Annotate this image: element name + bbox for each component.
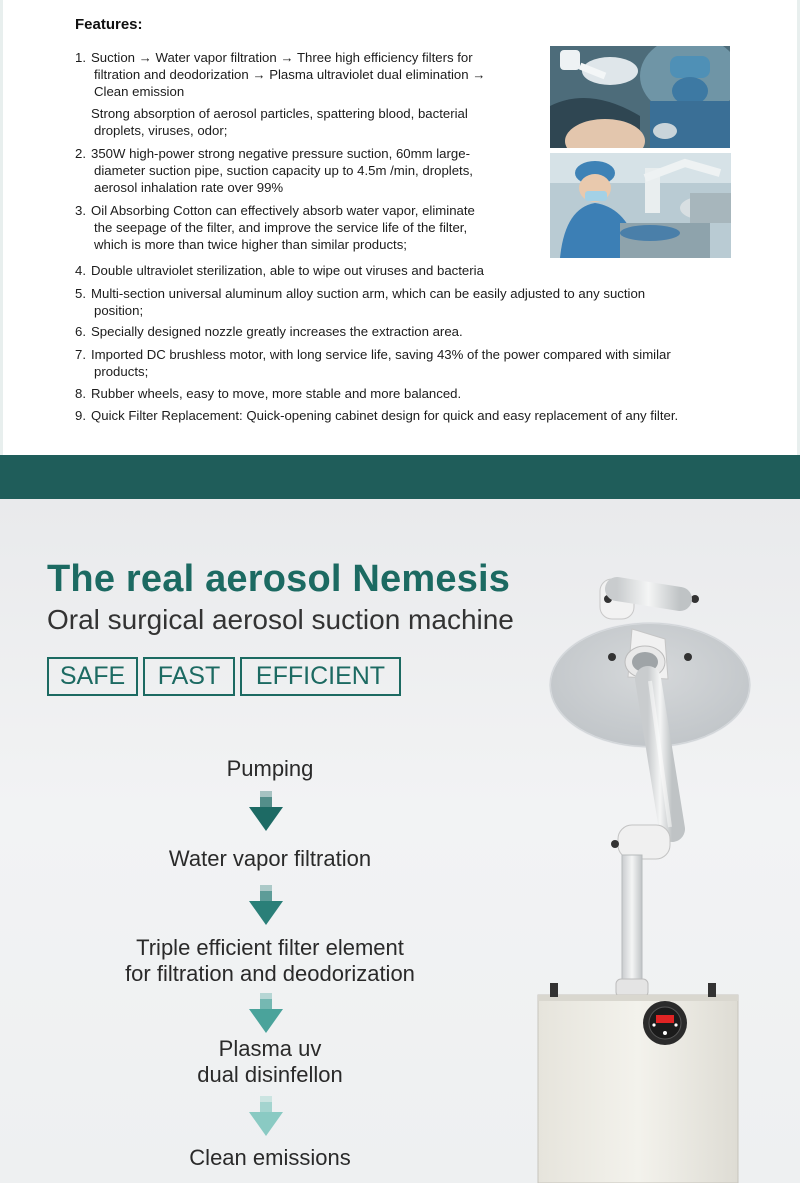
feature-text: position;	[94, 303, 144, 318]
photo-surgery-closeup	[550, 46, 730, 148]
feature-number: 4.	[75, 263, 86, 278]
tag-safe: SAFE	[47, 657, 138, 696]
feature-text: Oil Absorbing Cotton can effectively absorb water vapor, eliminate	[91, 203, 475, 218]
feature-text: Double ultraviolet sterilization, able to wipe out viruses and bacteria	[91, 263, 484, 278]
flow-step-text: for filtration and deodorization	[125, 961, 415, 986]
feature-number: 7.	[75, 347, 86, 362]
feature-item-7	[75, 346, 671, 380]
feature-item-3	[75, 202, 475, 253]
feature-number: 9.	[75, 408, 86, 423]
feature-text: which is more than twice higher than similar products;	[94, 237, 407, 252]
feature-text: Imported DC brushless motor, with long service life, saving 43% of the power compared with similar	[91, 347, 671, 362]
feature-item-4	[75, 262, 484, 279]
section-divider-band	[0, 455, 800, 499]
feature-text: Quick Filter Replacement: Quick-opening cabinet design for quick and easy replacement of any filter.	[91, 408, 679, 423]
down-arrow-icon	[249, 791, 283, 831]
feature-text: filtration and deodorization → Plasma ultraviolet dual elimination →	[94, 67, 486, 82]
flow-step-clean-emissions	[70, 1145, 470, 1171]
feature-text: droplets, viruses, odor;	[94, 123, 228, 138]
left-border	[0, 0, 3, 455]
features-title: Features:	[75, 16, 143, 33]
feature-number: 2.	[75, 146, 86, 161]
feature-text: Rubber wheels, easy to move, more stable and more balanced.	[91, 386, 462, 401]
feature-text: products;	[94, 364, 149, 379]
feature-item-8	[75, 385, 461, 402]
feature-item-2	[75, 145, 473, 196]
flow-step-text: Plasma uv	[218, 1036, 322, 1061]
feature-text: Strong absorption of aerosol particles, spattering blood, bacterial	[91, 106, 468, 121]
feature-number: 1.	[75, 50, 86, 65]
tag-fast: FAST	[143, 657, 235, 696]
down-arrow-icon	[249, 993, 283, 1033]
down-arrow-icon	[249, 885, 283, 925]
feature-item-5	[75, 285, 645, 319]
feature-text: 350W high-power strong negative pressure suction, 60mm large-	[91, 146, 470, 161]
feature-text: Multi-section universal aluminum alloy suction arm, which can be easily adjusted to any suction	[91, 286, 646, 301]
tag-efficient: EFFICIENT	[240, 657, 401, 696]
feature-text: diameter suction pipe, suction capacity up to 4.5m /min, droplets,	[94, 163, 473, 178]
flow-step-text: Pumping	[226, 756, 314, 781]
flow-step-water-vapor	[70, 846, 470, 872]
flow-step-text: Triple efficient filter element	[136, 935, 404, 960]
feature-number: 8.	[75, 386, 86, 401]
feature-item-1	[75, 49, 485, 100]
feature-text: the seepage of the filter, and improve the service life of the filter,	[94, 220, 468, 235]
feature-number: 6.	[75, 324, 86, 339]
flow-step-pumping	[70, 756, 470, 782]
flow-step-text: Clean emissions	[189, 1145, 351, 1170]
suction-machine-illustration	[520, 559, 800, 1183]
feature-number: 3.	[75, 203, 86, 218]
flow-step-text: dual disinfellon	[197, 1062, 343, 1087]
down-arrow-icon	[249, 1096, 283, 1136]
feature-item-6	[75, 323, 463, 340]
product-section	[0, 499, 800, 1183]
feature-text: Specially designed nozzle greatly increases the extraction area.	[91, 324, 463, 339]
flow-step-triple-filter	[70, 935, 470, 987]
feature-text: Suction → Water vapor filtration → Three high efficiency filters for	[91, 50, 473, 65]
features-section	[0, 0, 800, 455]
feature-text: aerosol inhalation rate over 99%	[94, 180, 284, 195]
product-headline: The real aerosol Nemesis	[47, 558, 511, 600]
photo-dental-treatment	[550, 153, 731, 258]
flow-step-text: Water vapor filtration	[168, 846, 372, 871]
flow-step-plasma-uv	[70, 1036, 470, 1088]
product-subtitle: Oral surgical aerosol suction machine	[47, 604, 514, 635]
feature-text: Clean emission	[94, 84, 185, 99]
feature-number: 5.	[75, 286, 86, 301]
feature-item-9	[75, 407, 678, 424]
feature-item-1-detail	[91, 105, 468, 139]
